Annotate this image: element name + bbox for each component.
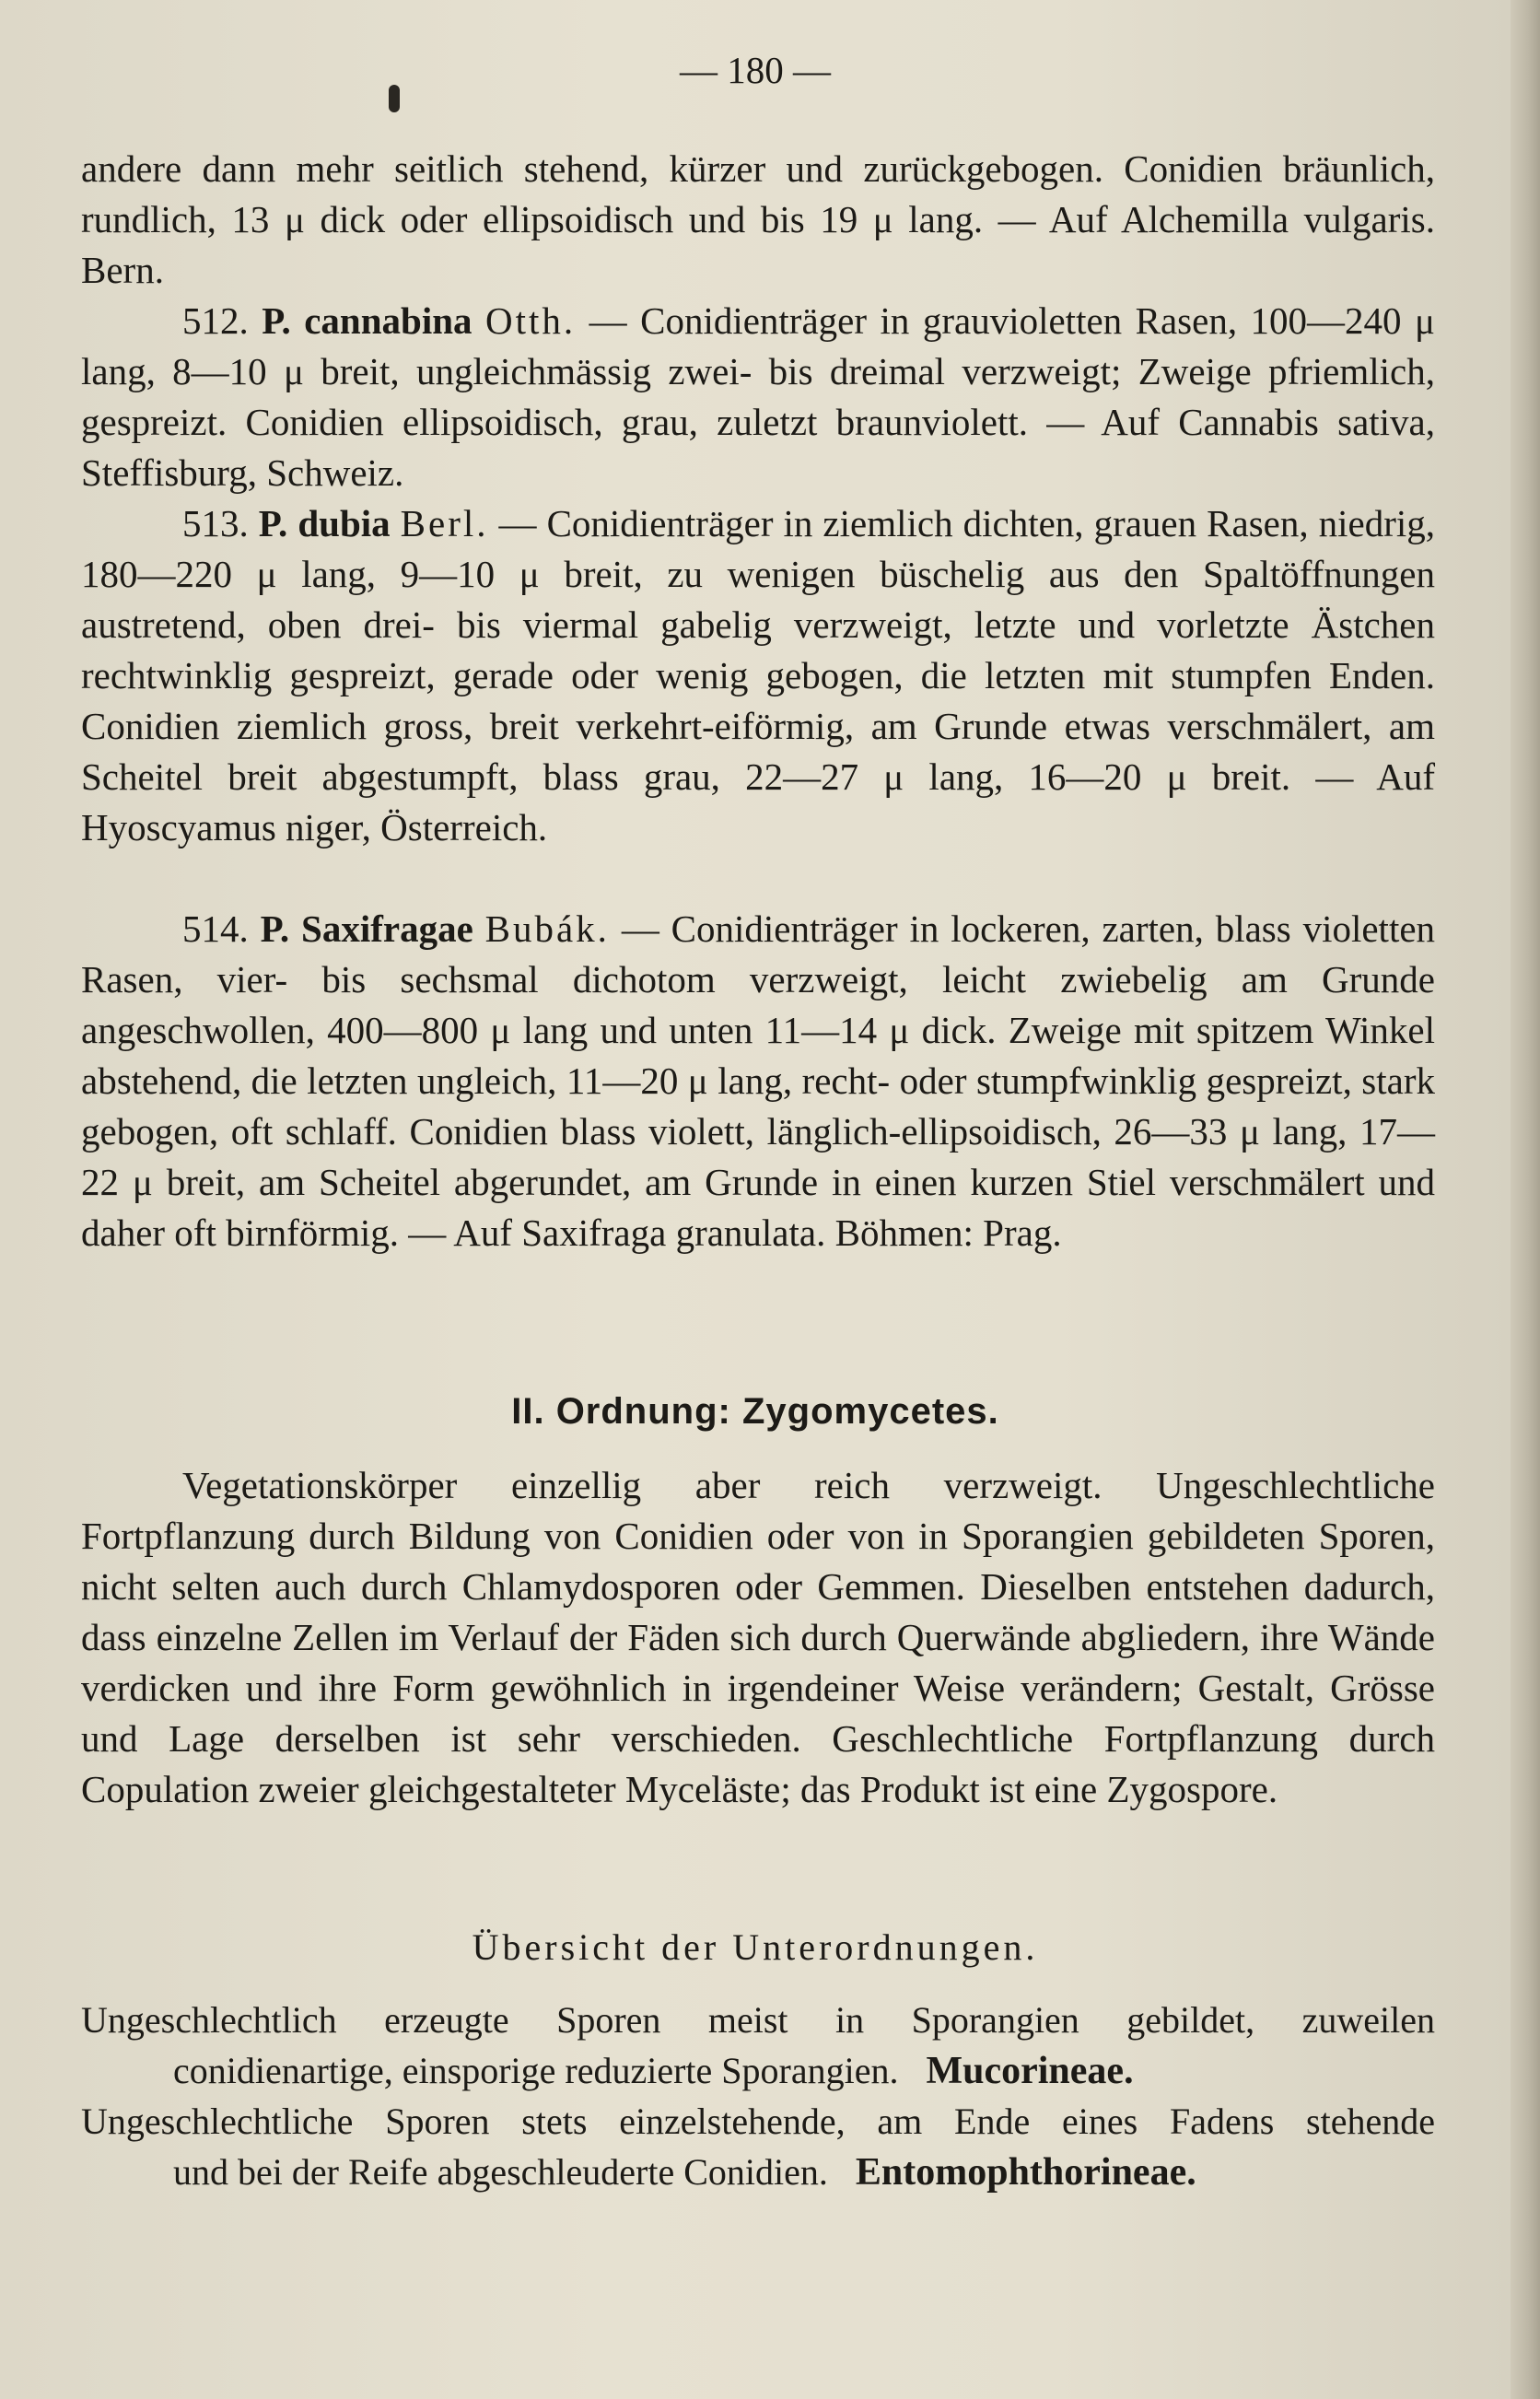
- key-line-continued: [81, 2147, 1435, 2198]
- species-author: Berl.: [400, 502, 489, 544]
- species-number: 514.: [182, 907, 249, 950]
- key-taxon: Entomophthorineae.: [855, 2151, 1196, 2194]
- page-edge: [1511, 0, 1540, 2399]
- key-entry-entomophthorineae: [81, 2096, 1435, 2198]
- species-513: [81, 498, 1435, 853]
- species-author: Bubák.: [484, 907, 610, 950]
- page-number: — 180 —: [680, 49, 831, 91]
- key-taxon: Mucorineae.: [926, 2050, 1134, 2092]
- species-name: P. dubia: [258, 502, 391, 544]
- species-512: [81, 296, 1435, 498]
- species-author: Otth.: [485, 299, 577, 342]
- key-line-text: conidienartige, einsporige reduzierte Sporangien.: [173, 2050, 899, 2091]
- species-name: P. Saxifragae: [260, 907, 473, 950]
- order-heading: II. Ordnung: Zygomycetes.: [511, 1391, 999, 1432]
- continuation-paragraph: andere dann mehr seitlich stehend, kürzer und zurückgebogen. Conidien bräunlich, rundlich, 13 μ dick oder ellipsoidisch und bis 19 μ lang. — Auf Alchemilla vulgaris. Bern.: [81, 147, 1435, 291]
- species-description: — Conidienträger in ziemlich dichten, grauen Rasen, niedrig, 180—220 μ lang, 9—10 μ breit, zu wenigen büschelig aus den Spaltöffnungen austretend, oben drei- bis viermal gabelig verzweigt, letzte und vorletzte Ästchen rechtwinklig gespreizt, gerade oder wenig gebogen, die letzten mit stumpfen Enden. Conidien ziemlich gross, breit verkehrt-eiförmig, am Grunde etwas verschmälert, am Scheitel breit abgestumpft, blass grau, 22—27 μ lang, 16—20 μ breit. — Auf Hyoscyamus niger, Österreich.: [81, 502, 1436, 848]
- species-514: [81, 904, 1435, 1258]
- species-number: 512.: [182, 299, 249, 342]
- ink-blot: [389, 85, 400, 112]
- species-description: — Conidienträger in grauvioletten Rasen, 100—240 μ lang, 8—10 μ breit, ungleichmässig zwei- bis dreimal verzweigt; Zweige pfriemlich, gespreizt. Conidien ellipsoidisch, grau, zuletzt braunviolett. — Auf Cannabis sativa, Steffisburg, Schweiz.: [81, 299, 1435, 494]
- key-entry-mucorineae: [81, 1995, 1435, 2097]
- key-heading: Übersicht der Unterordnungen.: [472, 1926, 1039, 1968]
- key-line-continued: [81, 2045, 1435, 2097]
- species-description: — Conidienträger in lockeren, zarten, blass violetten Rasen, vier- bis sechsmal dichotom verzweigt, leicht zwiebelig am Grunde angeschwollen, 400—800 μ lang und unten 11—14 μ dick. Zweige mit spitzem Winkel abstehend, die letzten ungleich, 11—20 μ lang, recht- oder stumpfwinklig gespreizt, stark gebogen, oft schlaff. Conidien blass violett, länglich-ellipsoidisch, 26—33 μ lang, 17—22 μ breit, am Scheitel abgerundet, am Grunde in einen kurzen Stiel verschmälert und daher oft birnförmig. — Auf Saxifraga granulata. Böhmen: Prag.: [81, 907, 1436, 1254]
- species-number: 513.: [182, 502, 249, 544]
- order-description: Vegetationskörper einzellig aber reich verzweigt. Ungeschlechtliche Fortpflanzung durch Bildung von Conidien oder von in Sporangien gebildeten Sporen, nicht selten auch durch Chlamydosporen oder Gemmen. Dieselben entstehen dadurch, dass einzelne Zellen im Verlauf der Fäden sich durch Querwände abgliedern, ihre Wände verdicken und ihre Form gewöhnlich in irgendeiner Weise verändern; Gestalt, Grösse und Lage derselben ist sehr verschieden. Geschlechtliche Fortpflanzung durch Copulation zweier gleichgestalteter Myceläste; das Produkt ist eine Zygospore.: [81, 1464, 1435, 1810]
- key-line: Ungeschlechtliche Sporen stets einzelstehende, am Ende eines Fadens stehende: [81, 2101, 1435, 2142]
- key-line: Ungeschlechtlich erzeugte Sporen meist in Sporangien gebildet, zuweilen: [81, 1999, 1435, 2041]
- key-line-text: und bei der Reife abgeschleuderte Conidien.: [173, 2151, 828, 2193]
- species-name: P. cannabina: [262, 299, 472, 342]
